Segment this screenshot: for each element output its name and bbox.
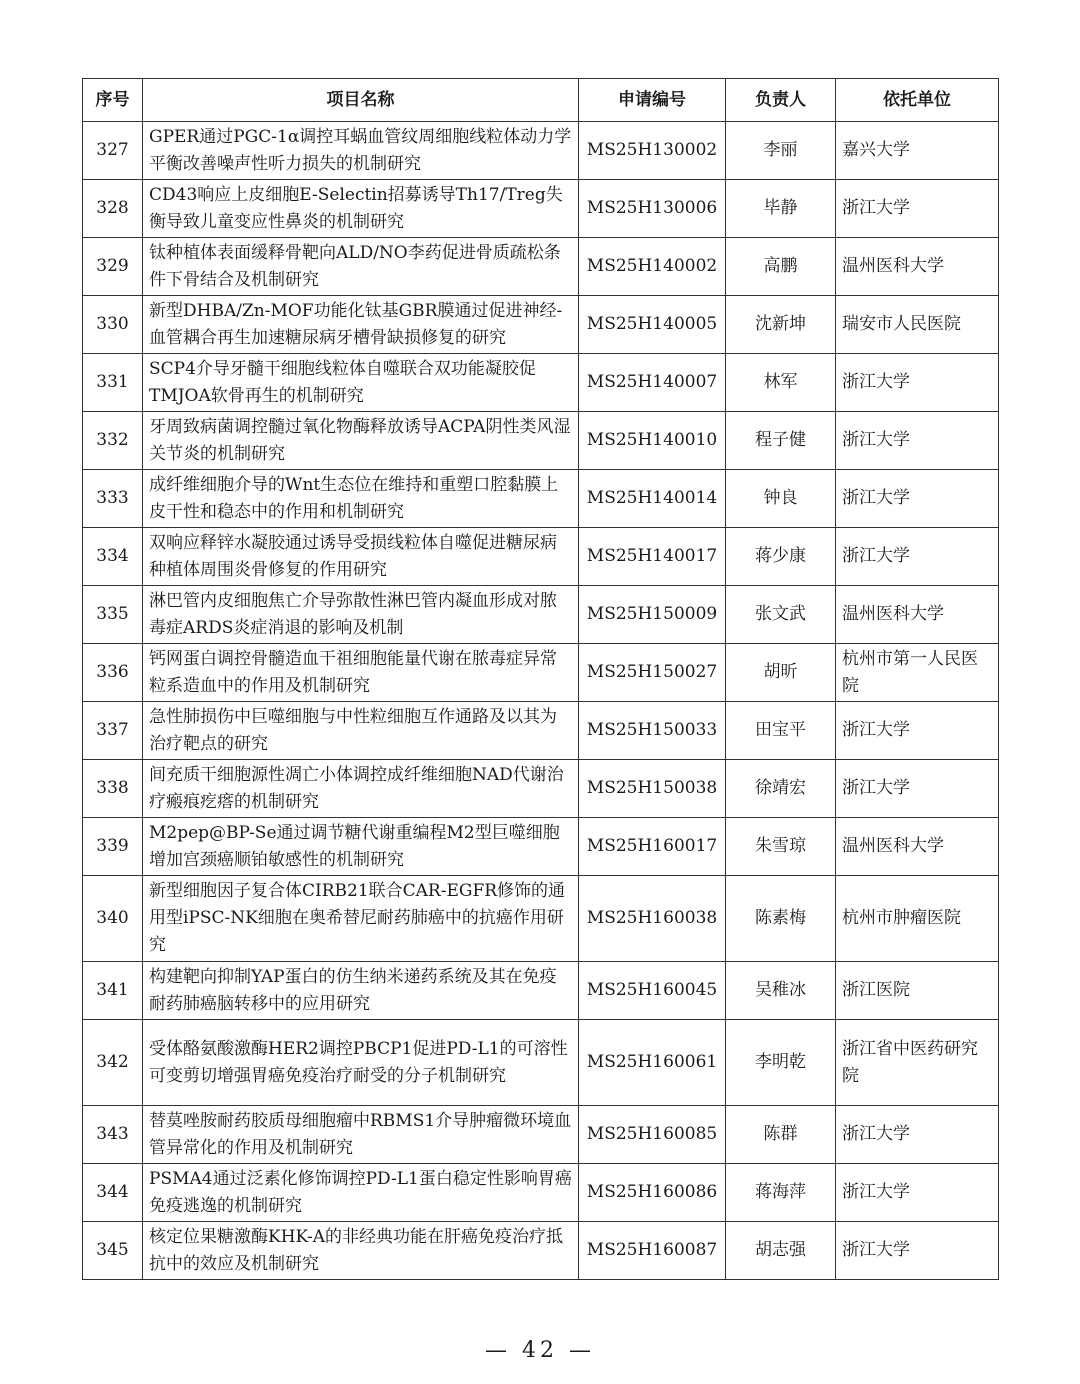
page-number: — 42 — xyxy=(485,1338,595,1363)
cell-project-name: M2pep@BP-Se通过调节糖代谢重编程M2型巨噬细胞增加宫颈癌顺铂敏感性的机制研究 xyxy=(143,818,579,876)
cell-project-name: PSMA4通过泛素化修饰调控PD-L1蛋白稳定性影响胃癌免疫逃逸的机制研究 xyxy=(143,1164,579,1222)
cell-principal: 李丽 xyxy=(726,122,836,180)
cell-application-code: MS25H150027 xyxy=(579,644,726,702)
cell-institution: 嘉兴大学 xyxy=(836,122,999,180)
cell-no: 343 xyxy=(83,1106,143,1164)
cell-principal: 徐靖宏 xyxy=(726,760,836,818)
table-row xyxy=(83,818,999,876)
table-row xyxy=(83,962,999,1020)
cell-principal: 吴稚冰 xyxy=(726,962,836,1020)
cell-principal: 钟良 xyxy=(726,470,836,528)
cell-project-name: 成纤维细胞介导的Wnt生态位在维持和重塑口腔黏膜上皮干性和稳态中的作用和机制研究 xyxy=(143,470,579,528)
cell-principal: 高鹏 xyxy=(726,238,836,296)
table-row xyxy=(83,180,999,238)
table-row xyxy=(83,876,999,962)
cell-institution: 温州医科大学 xyxy=(836,818,999,876)
cell-principal: 蒋少康 xyxy=(726,528,836,586)
table-row xyxy=(83,1164,999,1222)
cell-project-name: 钛种植体表面缓释骨靶向ALD/NO李药促进骨质疏松条件下骨结合及机制研究 xyxy=(143,238,579,296)
cell-institution: 瑞安市人民医院 xyxy=(836,296,999,354)
table-header xyxy=(83,79,999,122)
cell-application-code: MS25H160087 xyxy=(579,1222,726,1280)
cell-principal: 林军 xyxy=(726,354,836,412)
cell-application-code: MS25H140010 xyxy=(579,412,726,470)
cell-principal: 陈群 xyxy=(726,1106,836,1164)
cell-institution: 温州医科大学 xyxy=(836,586,999,644)
cell-project-name: 间充质干细胞源性凋亡小体调控成纤维细胞NAD代谢治疗瘢痕疙瘩的机制研究 xyxy=(143,760,579,818)
table-row xyxy=(83,470,999,528)
table-row xyxy=(83,238,999,296)
cell-principal: 蒋海萍 xyxy=(726,1164,836,1222)
header-name: 项目名称 xyxy=(143,79,579,122)
cell-application-code: MS25H140007 xyxy=(579,354,726,412)
cell-no: 330 xyxy=(83,296,143,354)
cell-no: 339 xyxy=(83,818,143,876)
cell-institution: 浙江大学 xyxy=(836,180,999,238)
header-row xyxy=(83,79,999,122)
cell-no: 334 xyxy=(83,528,143,586)
cell-institution: 浙江大学 xyxy=(836,412,999,470)
cell-no: 336 xyxy=(83,644,143,702)
table-row xyxy=(83,412,999,470)
cell-principal: 胡志强 xyxy=(726,1222,836,1280)
cell-application-code: MS25H140005 xyxy=(579,296,726,354)
cell-institution: 杭州市肿瘤医院 xyxy=(836,876,999,962)
cell-principal: 朱雪琼 xyxy=(726,818,836,876)
cell-no: 338 xyxy=(83,760,143,818)
cell-principal: 陈素梅 xyxy=(726,876,836,962)
cell-no: 345 xyxy=(83,1222,143,1280)
cell-application-code: MS25H150038 xyxy=(579,760,726,818)
cell-no: 341 xyxy=(83,962,143,1020)
table-row xyxy=(83,528,999,586)
cell-project-name: 受体酪氨酸激酶HER2调控PBCP1促进PD-L1的可溶性可变剪切增强胃癌免疫治疗耐受的分子机制研究 xyxy=(143,1020,579,1106)
cell-application-code: MS25H160086 xyxy=(579,1164,726,1222)
cell-no: 327 xyxy=(83,122,143,180)
header-person: 负责人 xyxy=(726,79,836,122)
cell-institution: 杭州市第一人民医院 xyxy=(836,644,999,702)
cell-project-name: 牙周致病菌调控髓过氧化物酶释放诱导ACPA阴性类风湿关节炎的机制研究 xyxy=(143,412,579,470)
cell-application-code: MS25H140017 xyxy=(579,528,726,586)
cell-institution: 浙江大学 xyxy=(836,760,999,818)
cell-application-code: MS25H130002 xyxy=(579,122,726,180)
cell-institution: 浙江医院 xyxy=(836,962,999,1020)
cell-project-name: 双响应释锌水凝胶通过诱导受损线粒体自噬促进糖尿病种植体周围炎骨修复的作用研究 xyxy=(143,528,579,586)
cell-principal: 沈新坤 xyxy=(726,296,836,354)
cell-application-code: MS25H140002 xyxy=(579,238,726,296)
table-row xyxy=(83,296,999,354)
header-code: 申请编号 xyxy=(579,79,726,122)
table-row xyxy=(83,644,999,702)
cell-application-code: MS25H160038 xyxy=(579,876,726,962)
cell-application-code: MS25H150009 xyxy=(579,586,726,644)
cell-application-code: MS25H160085 xyxy=(579,1106,726,1164)
cell-institution: 温州医科大学 xyxy=(836,238,999,296)
grant-table xyxy=(82,78,999,1280)
header-no: 序号 xyxy=(83,79,143,122)
header-unit: 依托单位 xyxy=(836,79,999,122)
cell-application-code: MS25H150033 xyxy=(579,702,726,760)
cell-project-name: 替莫唑胺耐药胶质母细胞瘤中RBMS1介导肿瘤微环境血管异常化的作用及机制研究 xyxy=(143,1106,579,1164)
cell-principal: 胡昕 xyxy=(726,644,836,702)
table-row xyxy=(83,122,999,180)
cell-principal: 程子健 xyxy=(726,412,836,470)
table-body xyxy=(83,122,999,1280)
cell-principal: 张文武 xyxy=(726,586,836,644)
cell-institution: 浙江大学 xyxy=(836,1106,999,1164)
table-row xyxy=(83,1222,999,1280)
cell-institution: 浙江省中医药研究院 xyxy=(836,1020,999,1106)
table-row xyxy=(83,760,999,818)
cell-project-name: 急性肺损伤中巨噬细胞与中性粒细胞互作通路及以其为治疗靶点的研究 xyxy=(143,702,579,760)
cell-no: 332 xyxy=(83,412,143,470)
cell-no: 344 xyxy=(83,1164,143,1222)
cell-institution: 浙江大学 xyxy=(836,1164,999,1222)
cell-institution: 浙江大学 xyxy=(836,702,999,760)
cell-project-name: 新型DHBA/Zn-MOF功能化钛基GBR膜通过促进神经-血管耦合再生加速糖尿病牙槽骨缺损修复的研究 xyxy=(143,296,579,354)
cell-no: 328 xyxy=(83,180,143,238)
cell-project-name: 钙网蛋白调控骨髓造血干祖细胞能量代谢在脓毒症异常粒系造血中的作用及机制研究 xyxy=(143,644,579,702)
cell-application-code: MS25H130006 xyxy=(579,180,726,238)
table-row xyxy=(83,586,999,644)
table-row xyxy=(83,1106,999,1164)
cell-institution: 浙江大学 xyxy=(836,354,999,412)
cell-principal: 李明乾 xyxy=(726,1020,836,1106)
cell-no: 331 xyxy=(83,354,143,412)
cell-application-code: MS25H160017 xyxy=(579,818,726,876)
cell-no: 333 xyxy=(83,470,143,528)
table-row xyxy=(83,354,999,412)
cell-institution: 浙江大学 xyxy=(836,470,999,528)
cell-application-code: MS25H160061 xyxy=(579,1020,726,1106)
cell-project-name: 构建靶向抑制YAP蛋白的仿生纳米递药系统及其在免疫耐药肺癌脑转移中的应用研究 xyxy=(143,962,579,1020)
cell-application-code: MS25H140014 xyxy=(579,470,726,528)
cell-project-name: 新型细胞因子复合体CIRB21联合CAR-EGFR修饰的通用型iPSC-NK细胞在奥希替尼耐药肺癌中的抗癌作用研究 xyxy=(143,876,579,962)
cell-project-name: GPER通过PGC-1α调控耳蜗血管纹周细胞线粒体动力学平衡改善噪声性听力损失的机制研究 xyxy=(143,122,579,180)
cell-project-name: 淋巴管内皮细胞焦亡介导弥散性淋巴管内凝血形成对脓毒症ARDS炎症消退的影响及机制 xyxy=(143,586,579,644)
cell-no: 329 xyxy=(83,238,143,296)
cell-no: 335 xyxy=(83,586,143,644)
cell-institution: 浙江大学 xyxy=(836,1222,999,1280)
cell-principal: 毕静 xyxy=(726,180,836,238)
table-row xyxy=(83,1020,999,1106)
cell-institution: 浙江大学 xyxy=(836,528,999,586)
cell-project-name: 核定位果糖激酶KHK-A的非经典功能在肝癌免疫治疗抵抗中的效应及机制研究 xyxy=(143,1222,579,1280)
cell-project-name: SCP4介导牙髓干细胞线粒体自噬联合双功能凝胶促TMJOA软骨再生的机制研究 xyxy=(143,354,579,412)
cell-project-name: CD43响应上皮细胞E-Selectin招募诱导Th17/Treg失衡导致儿童变应性鼻炎的机制研究 xyxy=(143,180,579,238)
cell-no: 342 xyxy=(83,1020,143,1106)
table-row xyxy=(83,702,999,760)
cell-principal: 田宝平 xyxy=(726,702,836,760)
cell-no: 337 xyxy=(83,702,143,760)
cell-no: 340 xyxy=(83,876,143,962)
cell-application-code: MS25H160045 xyxy=(579,962,726,1020)
